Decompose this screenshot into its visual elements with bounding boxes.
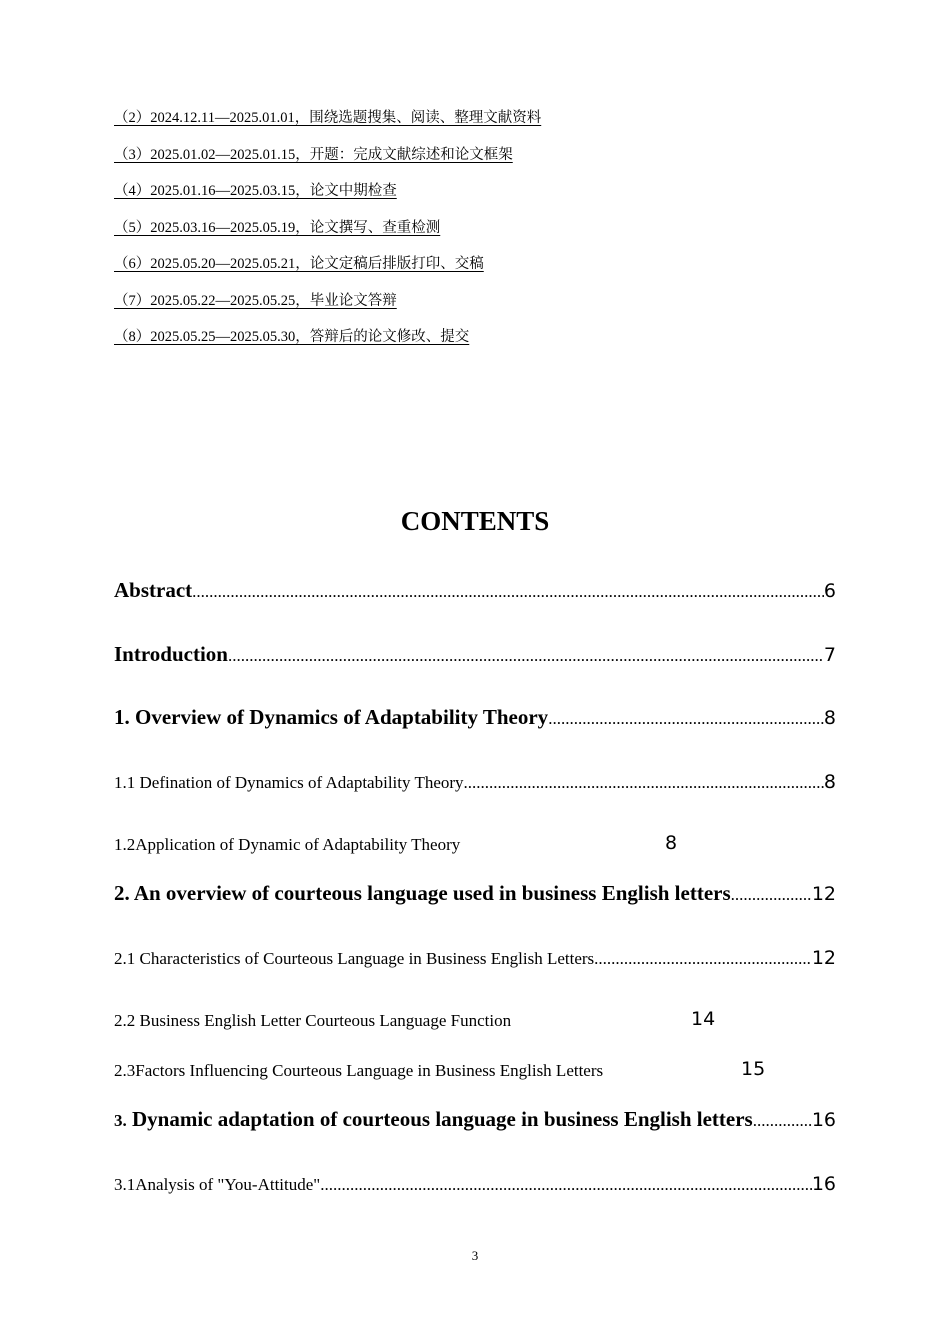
toc-entry-section-1-1[interactable]	[114, 771, 836, 793]
toc-page-number: 8	[665, 832, 678, 854]
toc-entry-section-2-2[interactable]	[114, 1008, 836, 1031]
toc-entry-label: 2.2 Business English Letter Courteous Language Function	[114, 1011, 512, 1030]
toc-entry-title: Dynamic adaptation of courteous language in business English letters	[126, 1107, 753, 1131]
toc-leader-dots	[594, 949, 812, 969]
toc-entry-label: 2. An overview of courteous language used in business English letters	[114, 881, 731, 905]
schedule-item: （7）2025.05.22—2025.05.25，毕业论文答辩	[114, 292, 397, 309]
toc-entry-label: 1. Overview of Dynamics of Adaptability Theory	[114, 705, 549, 729]
toc-entry-label: Abstract	[114, 578, 193, 602]
schedule-item: （8）2025.05.25—2025.05.30，答辩后的论文修改、提交	[114, 329, 470, 345]
toc-entry-label: 1.1 Defination of Dynamics of Adaptability Theory	[114, 773, 464, 792]
toc-entry-label: 3.1Analysis of "You-Attitude"	[114, 1175, 321, 1194]
toc-entry-label: 2.3Factors Influencing Courteous Language in Business English Letters	[114, 1061, 604, 1080]
toc-entry-chapter-2[interactable]	[114, 881, 836, 906]
toc-entry-section-2-1[interactable]	[114, 947, 836, 969]
toc-leader-dots	[731, 885, 812, 905]
toc-entry-section-2-3[interactable]	[114, 1058, 836, 1081]
toc-page-number: 12	[811, 947, 836, 969]
toc-entry-chapter-3[interactable]	[114, 1107, 836, 1132]
schedule-list	[114, 106, 834, 362]
toc-page-number: 7	[823, 644, 836, 666]
toc-leader-dots	[464, 773, 824, 793]
toc-page-number: 6	[823, 580, 836, 602]
toc-page-number: 16	[811, 1109, 836, 1131]
toc-page-number: 12	[811, 883, 836, 905]
toc-page-number: 8	[823, 771, 836, 793]
toc-entry-abstract[interactable]	[114, 578, 836, 603]
footer-page-number: 3	[471, 1248, 479, 1263]
toc-leader-dots	[228, 646, 824, 666]
toc-page-number: 16	[811, 1173, 836, 1195]
toc-page-number: 8	[823, 707, 836, 729]
contents-heading: CONTENTS	[400, 506, 550, 536]
schedule-item: （3）2025.01.02—2025.01.15，开题：完成文献综述和论文框架	[114, 146, 513, 163]
schedule-item: （6）2025.05.20—2025.05.21，论文定稿后排版打印、交稿	[114, 256, 484, 272]
toc-entry-label	[114, 1107, 753, 1132]
toc-entry-number: 3.	[114, 1111, 127, 1130]
toc-entry-section-1-2[interactable]	[114, 832, 836, 855]
toc-entry-label: Introduction	[114, 642, 228, 666]
toc-leader-dots	[192, 582, 824, 602]
schedule-item: （2）2024.12.11—2025.01.01，围绕选题搜集、阅读、整理文献资料	[114, 110, 542, 126]
toc-entry-label: 1.2Application of Dynamic of Adaptability Theory	[114, 835, 461, 854]
toc-page-number: 15	[741, 1058, 766, 1080]
toc-leader-dots	[320, 1175, 812, 1195]
toc-entry-chapter-1[interactable]	[114, 705, 836, 730]
toc-entry-introduction[interactable]	[114, 642, 836, 667]
schedule-item: （5）2025.03.16—2025.05.19，论文撰写、查重检测	[114, 219, 441, 236]
toc-entry-label: 2.1 Characteristics of Courteous Language in Business English Letters	[114, 949, 595, 968]
toc-leader-dots	[548, 709, 824, 729]
toc-entry-section-3-1[interactable]	[114, 1173, 836, 1195]
toc-page-number: 14	[691, 1008, 716, 1030]
schedule-item: （4）2025.01.16—2025.03.15，论文中期检查	[114, 183, 397, 199]
toc-leader-dots	[753, 1111, 812, 1131]
